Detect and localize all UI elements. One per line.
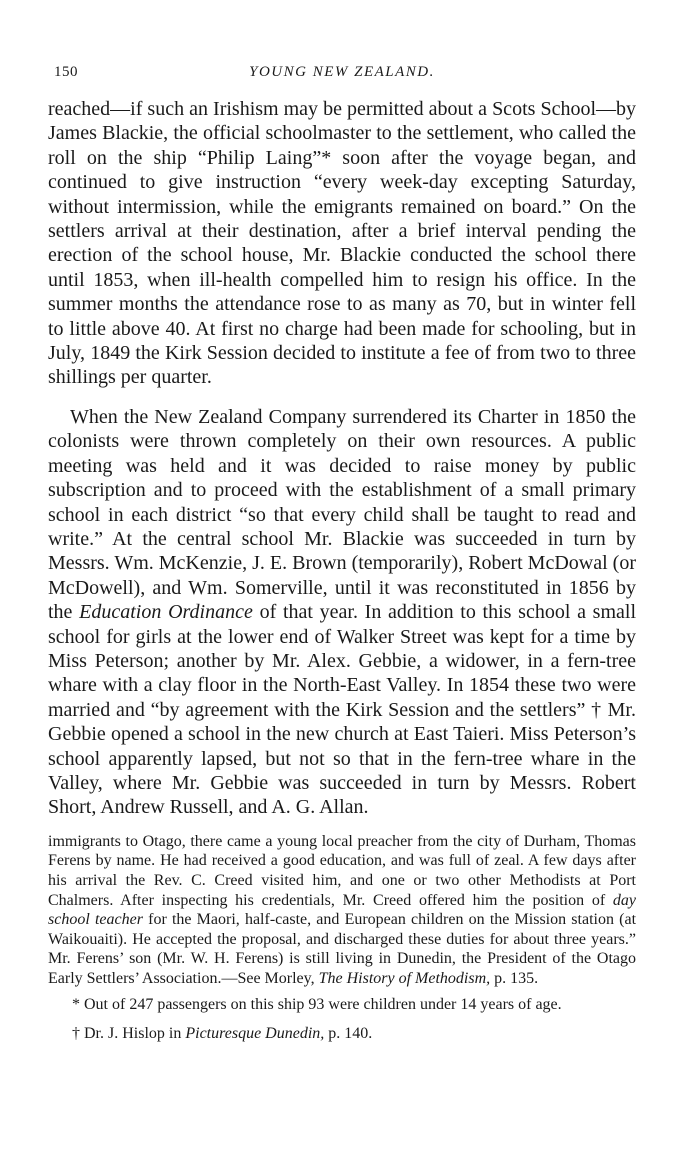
footnote-continued [48, 832, 636, 989]
running-head: YOUNG NEW ZEALAND. [249, 64, 435, 80]
page-number: 150 [54, 64, 78, 80]
footnote-dagger-text-2: p. 140. [324, 1025, 373, 1043]
paragraph-2-italic-title: Education Ordinance [79, 601, 253, 624]
footnote-continued-text-2: for the Maori, half-caste, and European children on the Mission station (at Waikouaiti). He accepted the proposal, and discharged these duties for about three years.” Mr. Ferens’ son (Mr. W. H. Ferens) is still living in Dunedin, the President of the Otago Early Settlers’ Association.—See Morley, [48, 911, 637, 987]
body-text [48, 97, 636, 820]
book-page [48, 58, 636, 1044]
paragraph-1: reached—if such an Irishism may be permitted about a Scots School—by James Blackie, the official schoolmaster to the settlement, who called the roll on the ship “Philip Laing”* soon after the voyage began, and continued to give instruction “every week-day excepting Saturday, without intermission, while the emigrants remained on board.” On the settlers arrival at their destination, after a brief interval pending the erection of the school house, Mr. Blackie conducted the school there until 1853, when ill-health compelled him to resign his office. In the summer months the attendance rose to as many as 70, but in winter fell to little above 40. At first no charge had been made for schooling, but in July, 1849 the Kirk Session decided to institute a fee of from two to three shillings per quarter. [48, 98, 636, 389]
footnote-dagger-text-1: † Dr. J. Hislop in [72, 1025, 186, 1043]
footnote-dagger-italic: Picturesque Dunedin, [185, 1025, 325, 1043]
page-header [48, 58, 636, 88]
footnote-continued-text-1: immigrants to Otago, there came a young local preacher from the city of Durham, Thomas Ferens by name. He had received a good education, and was full of zeal. A few days after his arrival the Rev. C. Creed visited him, and one or two other Methodists at Port Chalmers. After inspecting his credentials, Mr. Creed offered him the position of [48, 832, 636, 909]
footnote-continued-text-3: p. 135. [490, 969, 539, 987]
footnote-dagger [48, 1024, 636, 1044]
footnote-star: * Out of 247 passengers on this ship 93 were children under 14 years of age. [72, 995, 562, 1013]
paragraph-2 [48, 405, 636, 820]
footnote-continued-italic-1: day school teacher [48, 891, 636, 929]
paragraph-2-text-2: of that year. In addition to this school a small school for girls at the lower end of Walker Street was kept for a time by Miss Peterson; another by Mr. Alex. Gebbie, a widower, in a fern-tree whare with a clay floor in the North-East Valley. In 1854 these two were married and “by agreement with the Kirk Session and the settlers” † Mr. Gebbie opened a school in the new church at East Taieri. Miss Peterson’s school apparently lapsed, but not so that in the fern-tree whare in the Valley, where Mr. Gebbie was succeeded in turn by Messrs. Robert Short, Andrew Russell, and A. G. Allan. [48, 601, 637, 819]
footnote-continued-italic-2: The History of Methodism, [318, 969, 491, 987]
paragraph-2-text-1: When the New Zealand Company surrendered its Charter in 1850 the colonists were thrown completely on their own resources. A public meeting was held and it was decided to raise money by public subscription and to proceed with the establishment of a small primary school in each district “so that every child shall be taught to read and write.” At the central school Mr. Blackie was succeeded in turn by Messrs. Wm. McKenzie, J. E. Brown (temporarily), Robert McDowal (or McDowell), and Wm. Somerville, until it was reconstituted in 1856 by the [48, 405, 636, 624]
footnotes [48, 832, 636, 1044]
